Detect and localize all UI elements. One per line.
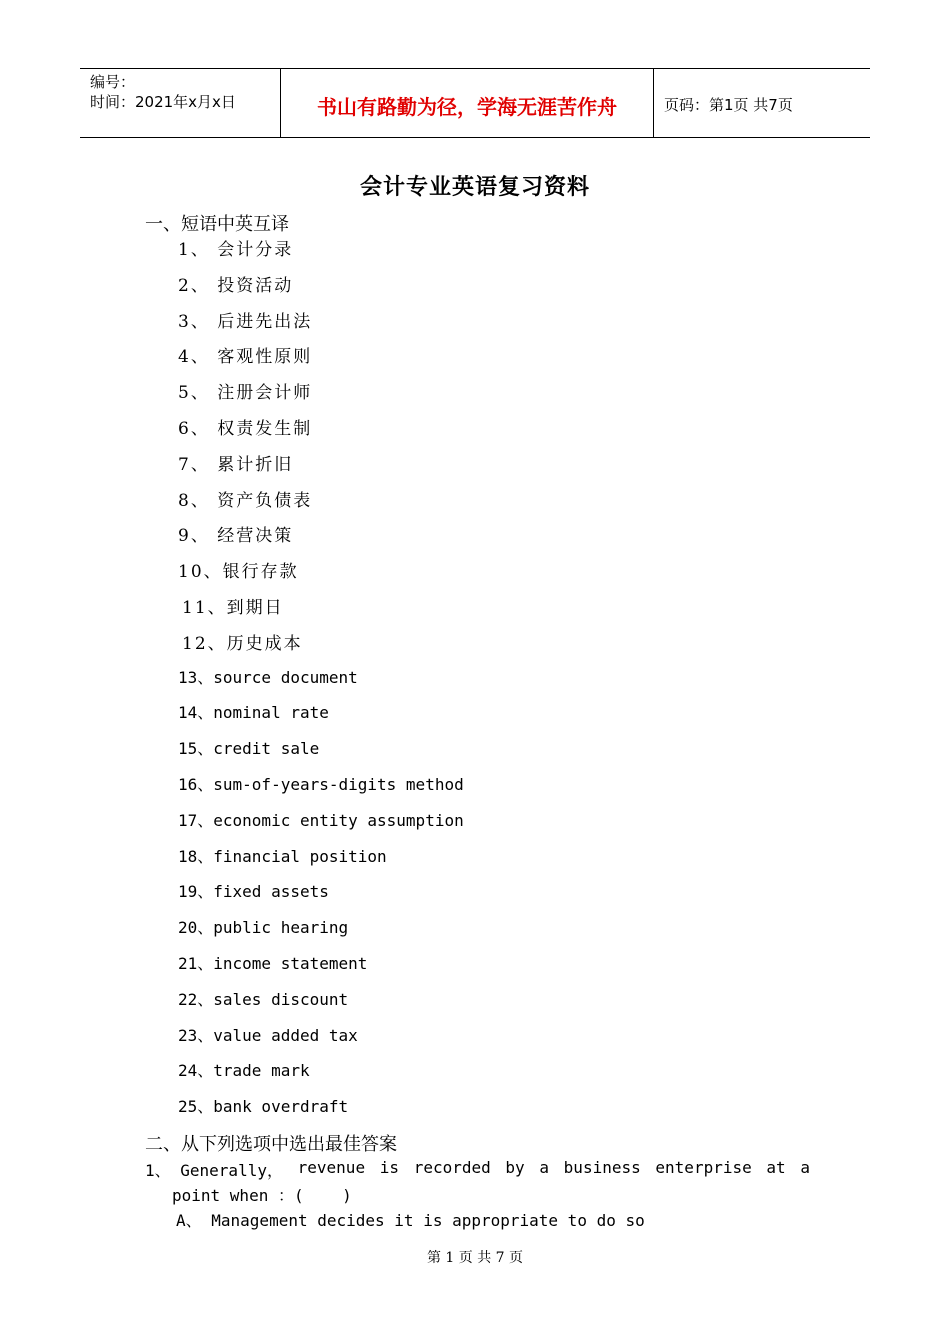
question-1-line-2: point when ：( ) bbox=[172, 1186, 352, 1205]
phrase-item: 10、银行存款 bbox=[178, 562, 299, 583]
phrase-item: 8、 资产负债表 bbox=[178, 490, 313, 511]
phrase-item: 12、历史成本 bbox=[182, 633, 303, 654]
phrase-item: 20、public hearing bbox=[178, 918, 349, 938]
phrase-item: 11、到期日 bbox=[182, 598, 284, 618]
phrase-item: 3、 后进先出法 bbox=[178, 311, 313, 332]
page-footer: 第 1 页 共 7 页 bbox=[426, 1250, 524, 1266]
question-word: a bbox=[800, 1158, 810, 1177]
header-motto-cell bbox=[281, 69, 654, 137]
document-title: 会计专业英语复习资料 bbox=[359, 175, 590, 200]
phrase-item: 23、value added tax bbox=[178, 1025, 358, 1045]
phrase-item: 9、 经营决策 bbox=[178, 526, 294, 547]
question-1-line-1 bbox=[145, 1158, 810, 1181]
phrase-item: 2、 投资活动 bbox=[178, 275, 294, 296]
phrase-item: 25、bank overdraft bbox=[178, 1097, 349, 1117]
question-1-option-a: A、 Management decides it is appropriate to do so bbox=[176, 1211, 645, 1230]
header-info-cell bbox=[80, 69, 281, 137]
phrase-item: 16、sum-of-years-digits method bbox=[178, 775, 464, 794]
question-word: at bbox=[766, 1158, 786, 1177]
question-word: a bbox=[539, 1158, 549, 1177]
phrase-item: 7、 累计折旧 bbox=[178, 454, 294, 475]
question-word: 1、 Generally， bbox=[145, 1161, 283, 1180]
question-word: business bbox=[563, 1158, 641, 1177]
phrase-item: 21、income statement bbox=[178, 954, 368, 973]
number-label: 编号： bbox=[90, 73, 136, 91]
phrase-item: 5、 注册会计师 bbox=[178, 383, 313, 404]
phrase-item: 19、fixed assets bbox=[178, 882, 329, 902]
phrase-item: 6、 权责发生制 bbox=[178, 419, 313, 439]
page-info: 页码：第1页 共7页 bbox=[664, 96, 793, 114]
phrase-item: 1、 会计分录 bbox=[178, 240, 294, 260]
motto: 书山有路勤为径，学海无涯苦作舟 bbox=[317, 95, 617, 119]
header-page-cell bbox=[654, 69, 870, 137]
header-table bbox=[80, 68, 870, 138]
time-label: 时间：2021年x月x日 bbox=[90, 93, 236, 111]
phrase-item: 18、financial position bbox=[178, 846, 387, 866]
phrase-item: 24、trade mark bbox=[178, 1061, 310, 1081]
question-word: is bbox=[379, 1158, 400, 1177]
section-1-heading: 一、短语中英互译 bbox=[145, 214, 289, 235]
phrase-item: 15、credit sale bbox=[178, 739, 320, 759]
question-word: enterprise bbox=[655, 1158, 752, 1177]
question-word: by bbox=[505, 1158, 525, 1177]
phrase-item: 14、nominal rate bbox=[178, 703, 329, 723]
section-2-heading: 二、从下列选项中选出最佳答案 bbox=[145, 1134, 397, 1155]
phrase-item: 22、sales discount bbox=[178, 989, 349, 1009]
phrase-item: 4、 客观性原则 bbox=[178, 347, 313, 368]
phrase-item: 13、source document bbox=[178, 667, 358, 687]
question-word: revenue bbox=[297, 1158, 366, 1177]
question-word: recorded bbox=[413, 1158, 491, 1177]
phrase-item: 17、economic entity assumption bbox=[178, 810, 464, 830]
